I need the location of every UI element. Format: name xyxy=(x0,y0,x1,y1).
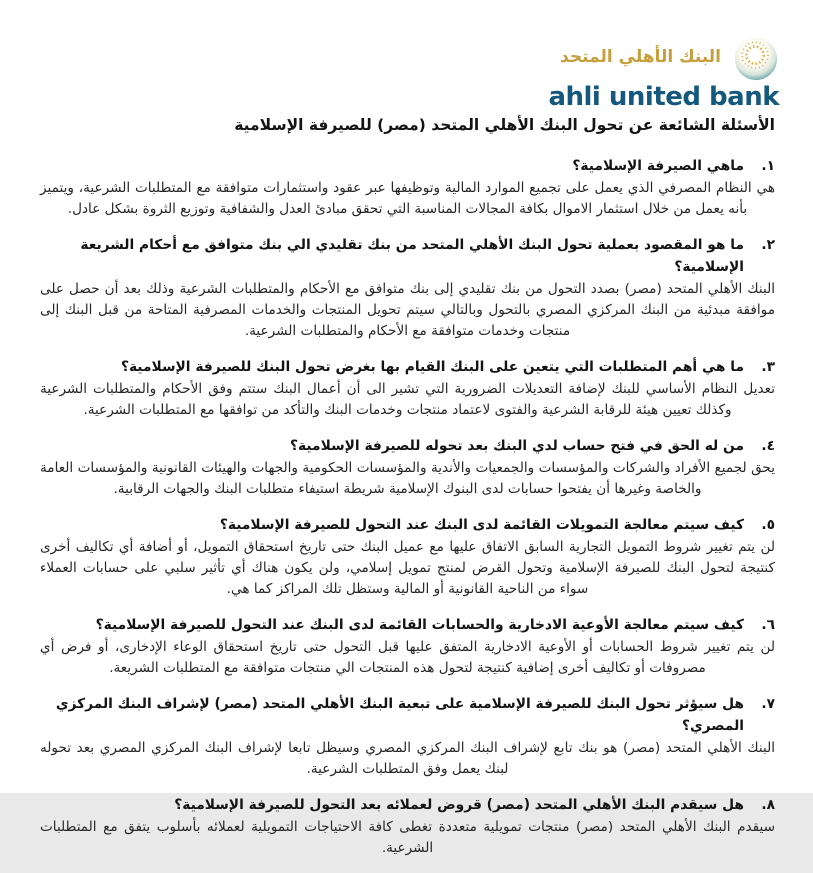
bank-logo xyxy=(548,36,779,112)
answer-text: يحق لجميع الأفراد والشركات والمؤسسات والجمعيات والأندية والمؤسسات الحكومية والجهات والهيئات القانونية والمؤسسات العامة والخاصة وغيرها أن يفتحوا حسابات لدى البنوك الإسلامية شريطة استيفاء متطلبات البنك والجهات الرقابية. xyxy=(40,460,775,497)
question-number: ٣. xyxy=(761,359,775,375)
answer-text: البنك الأهلي المتحد (مصر) هو بنك تابع لإشراف البنك المركزي المصري وسيظل تابعا لإشراف البنك المركزي المصري بعد تحوله لبنك يعمل وفق المتطلبات الشرعية. xyxy=(40,740,775,777)
faq-item xyxy=(40,234,775,342)
answer-text: هي النظام المصرفي الذي يعمل على تجميع الموارد المالية وتوظيفها عبر عقود واستثمارات متوافقة مع المتطلبات الشرعية، ويتميز بأنه يعمل من خلال استثمار الاموال بكافة المجالات المناسبة التي تحقق مبادئ العدل والشفافية وتوزيع الثروة بشكل عادل. xyxy=(40,180,775,217)
question-number: ٥. xyxy=(761,517,775,533)
question-number: ١. xyxy=(761,158,775,174)
faq-item xyxy=(40,514,775,600)
bank-logo-arabic-calligraphy: البنك الأهلي المتحد xyxy=(560,46,721,67)
question-text: من له الحق في فتح حساب لدي البنك بعد تحوله للصيرفة الإسلامية؟ xyxy=(290,438,744,454)
answer-text: البنك الأهلي المتحد (مصر) بصدد التحول من بنك تقليدي إلى بنك متوافق مع الأحكام والمتطلبات الشرعية وذلك بعد أن حصل على موافقة مبدئية من البنك المركزي المصري بالتحول وبالتالي سيتم تحويل المنتجات والخدمات المصرفية المتاحة من قبل البنك إلى منتجات وخدمات متوافقة مع الأحكام والمتطلبات الشرعية. xyxy=(40,281,775,339)
faq-document xyxy=(40,114,775,873)
question-text: ما هو المقصود بعملية تحول البنك الأهلي المتحد من بنك تقليدي الي بنك متوافق مع أحكام الشريعة الإسلامية؟ xyxy=(80,237,744,275)
page-title: الأسئلة الشائعة عن تحول البنك الأهلي المتحد (مصر) للصيرفة الإسلامية xyxy=(234,116,775,134)
question-number: ٨. xyxy=(761,797,775,813)
faq-item xyxy=(40,155,775,220)
question-number: ٧. xyxy=(761,696,775,712)
faq-item xyxy=(40,435,775,500)
faq-item xyxy=(40,356,775,421)
question-text: هل سيقدم البنك الأهلي المتحد (مصر) قروض لعملائه بعد التحول للصيرفة الإسلامية؟ xyxy=(174,797,744,813)
bank-globe-icon xyxy=(733,36,779,82)
answer-text: تعديل النظام الأساسي للبنك لإضافة التعديلات الضرورية التي تشير الى أن أعمال البنك ستتم وفق الأحكام والمتطلبات الشرعية وكذلك تعيين هيئة للرقابة الشرعية والفتوى لاعتماد منتجات وخدمات البنك والتأكد من توافقها مع المتطلبات الشرعية. xyxy=(40,381,775,418)
question-text: ماهي الصيرفة الإسلامية؟ xyxy=(572,158,744,174)
question-text: ما هي أهم المتطلبات التي يتعين على البنك القيام بها بغرض تحول البنك للصيرفة الإسلامية؟ xyxy=(120,359,744,375)
faq-item xyxy=(40,794,775,859)
question-number: ٤. xyxy=(761,438,775,454)
question-text: كيف سيتم معالجة التمويلات القائمة لدى البنك عند التحول للصيرفة الإسلامية؟ xyxy=(219,517,744,533)
answer-text: سيقدم البنك الأهلي المتحد (مصر) منتجات تمويلية متعددة تغطى كافة الاحتياجات التمويلية لعملائه بأسلوب يتفق مع المتطلبات الشرعية. xyxy=(40,819,775,856)
answer-text: لن يتم تغيير شروط الحسابات أو الأوعية الادخارية المتفق عليها قبل التحول حتى تاريخ استحقاق الوعاء الإدخارى، أو فرض أي مصروفات أو تكاليف أخرى إضافية كنتيجة لتحول هذه المنتجات الي منتجات متوافقة مع المتطلبات الشريعة. xyxy=(40,639,775,676)
question-number: ٦. xyxy=(761,617,775,633)
question-text: كيف سيتم معالجة الأوعية الادخارية والحسابات القائمة لدى البنك عند التحول للصيرفة الإسلامية؟ xyxy=(95,617,744,633)
faq-item xyxy=(40,614,775,679)
question-text: هل سيؤثر تحول البنك للصيرفة الإسلامية على تبعية البنك الأهلي المتحد (مصر) لإشراف البنك المركزي المصري؟ xyxy=(55,696,744,734)
faq-item xyxy=(40,693,775,780)
answer-text: لن يتم تغيير شروط التمويل التجارية السابق الاتفاق عليها مع عميل البنك حتى تاريخ استحقاق التمويل، أو أضافة أي تكاليف أخرى كنتيجة لتحول البنك للصيرفة الإسلامية وتحول القرض لمنتج تمويل إسلامي، ولن يكون هناك أي تأثير سلبي على حسابات العملاء سواء من الناحية القانونية أو المالية وستظل تلك المراكز كما هي. xyxy=(40,539,775,597)
question-number: ٢. xyxy=(761,237,775,253)
bank-logo-english-wordmark: ahli united bank xyxy=(548,82,779,112)
